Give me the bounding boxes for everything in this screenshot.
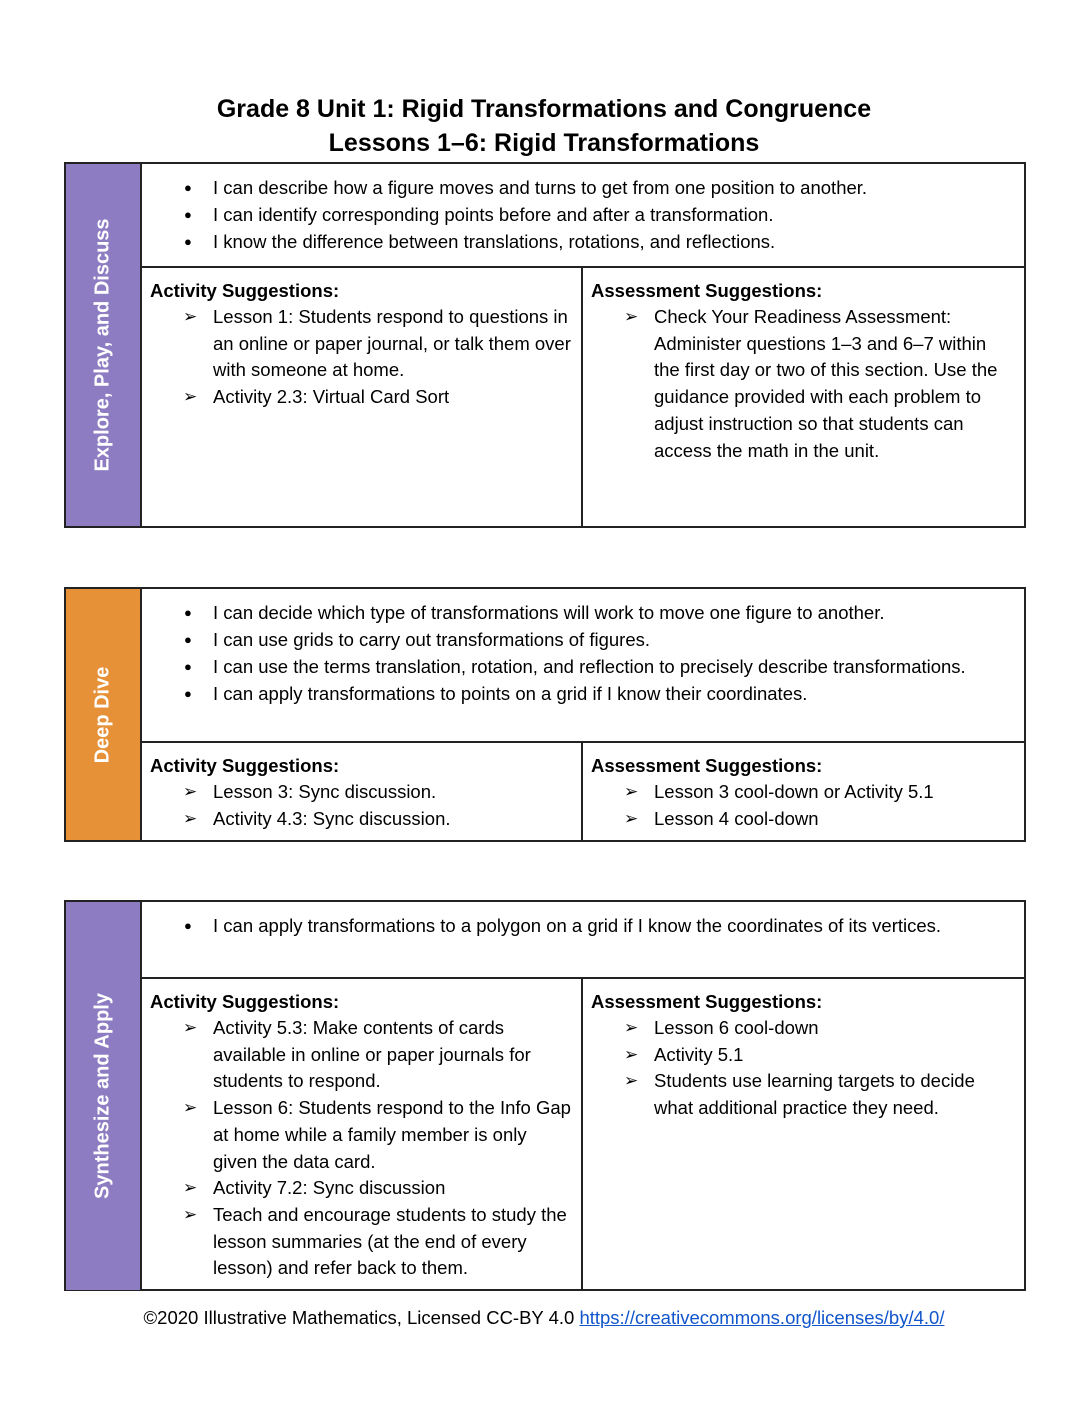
- license-text: ©2020 Illustrative Mathematics, Licensed CC-BY 4.0: [143, 1307, 580, 1328]
- page-subtitle: Lessons 1–6: Rigid Transformations: [328, 129, 760, 157]
- learning-target: ● I can apply transformations to a polygon on a grid if I know the coordinates of its vertices.: [142, 912, 1014, 939]
- learning-target: ● I can decide which type of transformations will work to move one figure to another.: [142, 599, 1014, 626]
- license-link[interactable]: https://creativecommons.org/licenses/by/4.0/: [579, 1307, 945, 1328]
- activity-heading: Activity Suggestions:: [150, 280, 340, 301]
- activity-item: ➢ Activity 7.2: Sync discussion: [150, 1175, 571, 1202]
- learning-targets: [142, 902, 1024, 979]
- learning-target: ● I can describe how a figure moves and turns to get from one position to another.: [142, 174, 1014, 201]
- assessment-suggestions: [583, 979, 1024, 1290]
- activity-item: ➢ Lesson 6: Students respond to the Info Gap at home while a family member is only given the data card.: [150, 1095, 571, 1175]
- activity-item: ➢ Lesson 3: Sync discussion.: [150, 779, 571, 806]
- section-label-band: [66, 902, 142, 1290]
- learning-target: ● I can identify corresponding points before and after a transformation.: [142, 201, 1014, 228]
- learning-target: ● I can use the terms translation, rotation, and reflection to precisely describe transformations.: [142, 653, 1014, 680]
- activity-item: ➢ Activity 4.3: Sync discussion.: [150, 806, 571, 833]
- assessment-suggestions: [583, 743, 1024, 840]
- assessment-heading: Assessment Suggestions:: [591, 991, 823, 1012]
- learning-target: ● I know the difference between translations, rotations, and reflections.: [142, 228, 1014, 255]
- footer: [0, 1305, 1088, 1331]
- assessment-item: ➢ Lesson 3 cool-down or Activity 5.1: [591, 779, 1014, 806]
- assessment-suggestions: [583, 268, 1024, 526]
- activity-item: ➢ Activity 5.3: Make contents of cards available in online or paper journals for students to respond.: [150, 1015, 571, 1095]
- assessment-item: ➢ Students use learning targets to decide what additional practice they need.: [591, 1068, 1014, 1121]
- section-deep-dive: [64, 587, 1026, 842]
- section-synthesize-apply: [64, 900, 1026, 1291]
- learning-targets: [142, 164, 1024, 268]
- assessment-item: ➢ Lesson 6 cool-down: [591, 1015, 1014, 1042]
- activity-heading: Activity Suggestions:: [150, 991, 340, 1012]
- activity-suggestions: [142, 979, 583, 1290]
- activity-suggestions: [142, 268, 583, 526]
- activity-item: ➢ Teach and encourage students to study the lesson summaries (at the end of every lesson) and refer back to them.: [150, 1202, 571, 1282]
- activity-item: ➢ Activity 2.3: Virtual Card Sort: [150, 384, 571, 411]
- section-label: Synthesize and Apply: [91, 993, 114, 1199]
- activity-suggestions: [142, 743, 583, 840]
- assessment-item: ➢ Lesson 4 cool-down: [591, 806, 1014, 833]
- activity-heading: Activity Suggestions:: [150, 755, 340, 776]
- assessment-item: ➢ Activity 5.1: [591, 1042, 1014, 1069]
- assessment-heading: Assessment Suggestions:: [591, 755, 823, 776]
- activity-item: ➢ Lesson 1: Students respond to questions in an online or paper journal, or talk them over with someone at home.: [150, 304, 571, 384]
- section-label-band: [66, 164, 142, 526]
- section-label: Deep Dive: [91, 666, 114, 764]
- learning-target: ● I can apply transformations to points on a grid if I know their coordinates.: [142, 680, 1014, 707]
- learning-target: ● I can use grids to carry out transformations of figures.: [142, 626, 1014, 653]
- assessment-heading: Assessment Suggestions:: [591, 280, 823, 301]
- learning-targets: [142, 589, 1024, 743]
- section-label-band: [66, 589, 142, 840]
- page-title: Grade 8 Unit 1: Rigid Transformations and Congruence: [216, 95, 872, 123]
- section-label: Explore, Play, and Discuss: [91, 218, 114, 472]
- assessment-item: ➢ Check Your Readiness Assessment: Administer questions 1–3 and 6–7 within the first day or two of this section. Use the guidance provided with each problem to adjust instruction so that students can access the math in the unit.: [591, 304, 1014, 464]
- section-explore-play-discuss: [64, 162, 1026, 528]
